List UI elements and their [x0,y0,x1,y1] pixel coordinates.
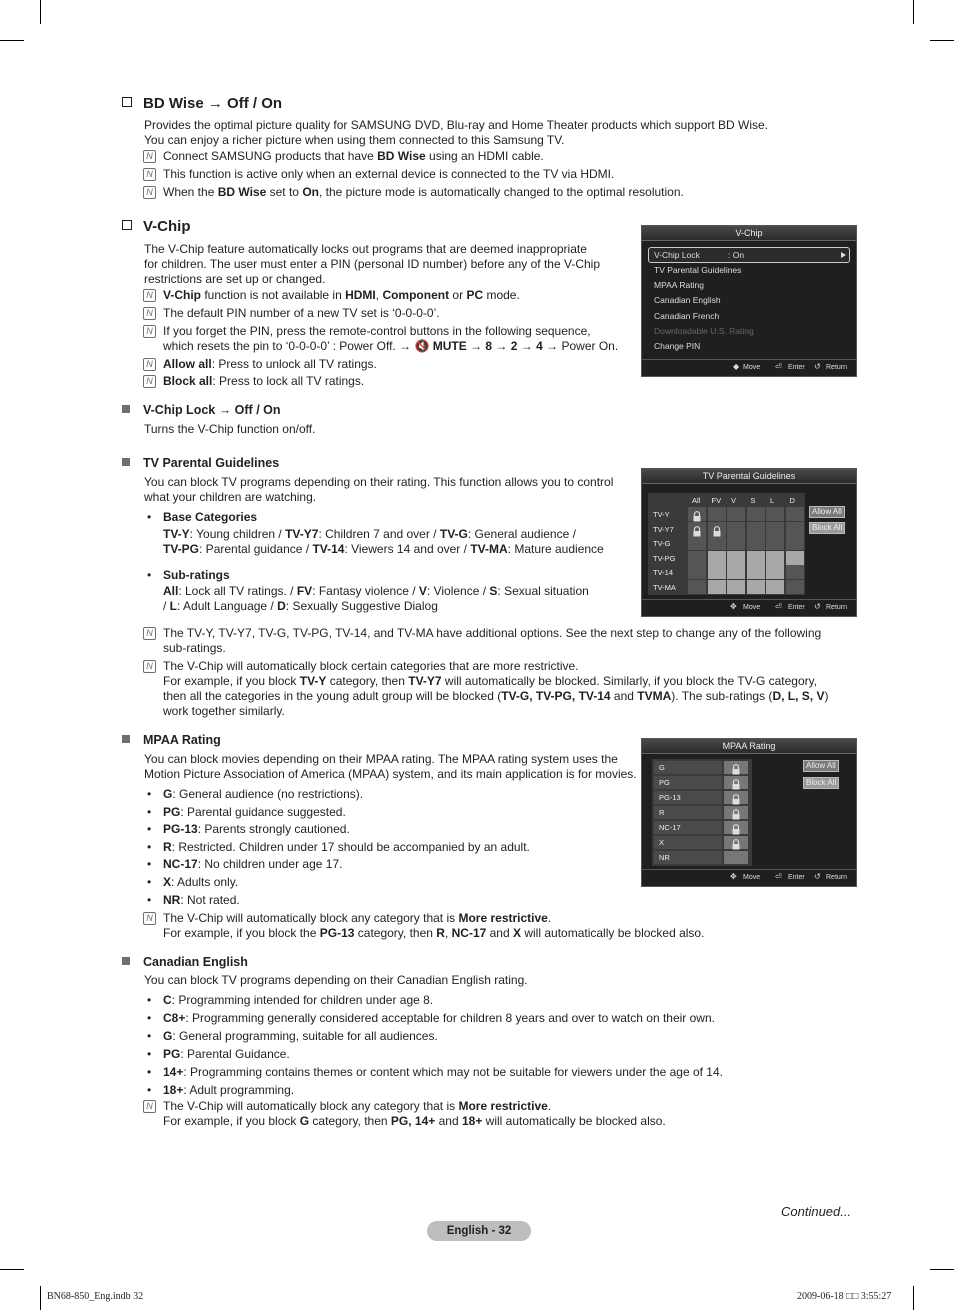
grid-column-header: L [770,496,775,505]
note: N Block all: Press to lock all TV ratings. [143,374,364,389]
list-item: • G: General audience (no restrictions). [147,787,364,801]
note: N V-Chip function is not available in HDMI, Component or PC mode. [143,288,520,303]
grid-column-header: V [731,496,737,505]
osd-footer: ✥ Move ⏎ Enter ↺ Return [642,869,856,886]
list-item: • R: Restricted. Children under 17 should be accompanied by an adult. [147,839,530,854]
grid-row-label: TV-PG [653,553,676,563]
tv-parental-osd-screen [641,468,857,617]
vchip-lock-heading: V-Chip Lock → Off / On [122,403,281,417]
note-icon: N [143,325,156,338]
list-item: • G: General programming, suitable for all audiences. [147,1028,438,1043]
rating-cell[interactable] [786,507,804,521]
vchip-heading: V-Chip [122,218,191,235]
enter-icon: ⏎ [775,872,782,881]
note-icon: N [143,150,156,163]
vchip-osd-screen [641,225,857,377]
print-date: 2009-06-18 □□ 3:55:27 [797,1291,892,1302]
return-icon: ↺ [814,362,821,371]
grid-column-header: S [750,496,756,505]
crop-mark [0,40,24,41]
osd-item-canadian-french[interactable]: Canadian French [654,311,720,321]
note-icon: N [143,186,156,199]
rating-cell[interactable] [708,580,726,594]
rating-cell[interactable] [766,536,784,550]
move-icon: ◆ [733,362,740,371]
note-icon: N [143,912,156,925]
list-item: • C8+: Programming generally considered acceptable for children 8 years and over to watch on their own. [147,1010,715,1025]
bd-wise-heading: BD Wise → Off / On [122,95,282,112]
crop-mark [930,1269,954,1270]
checkbox-icon [122,220,132,230]
note: N The TV-Y, TV-Y7, TV-G, TV-PG, TV-14, and TV-MA have additional options. See the next step to change any of the following sub-ratings. [143,626,821,656]
grid-column-header: FV [711,496,722,505]
page-number-badge: English - 32 [427,1221,531,1241]
rating-cell[interactable] [688,580,706,594]
note-icon: N [143,168,156,181]
mute-icon: 🔇 [414,339,430,353]
note-icon: N [143,627,156,640]
rating-cell[interactable] [727,507,745,521]
tv-parental-heading: TV Parental Guidelines [122,456,279,470]
enter-icon: ⏎ [775,362,782,371]
rating-cell[interactable] [786,551,804,565]
osd-title: MPAA Rating [642,739,856,754]
square-bullet-icon [122,957,130,965]
note-icon: N [143,375,156,388]
note-icon: N [143,307,156,320]
allow-all-button[interactable]: Allow All [809,506,845,518]
square-bullet-icon [122,458,130,466]
note-icon: N [143,1100,156,1113]
rating-cell[interactable] [766,551,784,565]
mpaa-desc: You can block movies depending on their MPAA rating. The MPAA rating system uses the Motion Picture Association of America (MPAA) system, and its main application is for movies. [144,752,637,781]
list-item: • Base Categories TV-Y: Young children / TV-Y7: Children 7 and over / TV-G: General audience / TV-PG: Parental guidance / TV-14: Viewers 14 and over / TV-MA: Mature audience [147,510,604,556]
rating-cell[interactable] [727,536,745,550]
osd-item-mpaa[interactable]: MPAA Rating [654,280,704,290]
checkbox-icon [122,97,132,107]
move-icon: ✥ [730,602,737,611]
note: N Connect SAMSUNG products that have BD Wise using an HDMI cable. [143,149,544,164]
note: N This function is active only when an external device is connected to the TV via HDMI. [143,167,614,182]
list-item: • 14+: Programming contains themes or content which may not be suitable for viewers under the age of 14. [147,1064,723,1079]
rating-cell[interactable] [708,551,726,565]
list-item: • NC-17: No children under age 17. [147,857,343,872]
list-item: • NR: Not rated. [147,892,240,907]
grid-row-label: TV-Y7 [653,524,674,534]
osd-item-tv-parental[interactable]: TV Parental Guidelines [654,265,742,275]
grid-row-label: TV-14 [653,568,674,578]
rating-cell[interactable] [786,536,804,550]
note: N When the BD Wise set to On, the picture mode is automatically changed to the optimal resolution. [143,185,684,200]
rating-cell[interactable] [786,565,804,579]
rating-cell[interactable] [747,536,765,550]
mpaa-heading: MPAA Rating [122,733,221,747]
rating-cell[interactable] [727,565,745,579]
crop-mark [930,40,954,41]
note-icon: N [143,289,156,302]
grid-column-header: D [789,496,795,505]
block-all-button[interactable]: Block All [809,522,845,534]
osd-item-downloadable: Downloadable U.S. Rating [654,326,754,336]
mpaa-row-label: X [659,838,665,847]
note: N The V-Chip will automatically block certain categories that are more restrictive. For example, if you block TV-Y category, then TV-Y7 will automatically be blocked. Similarly, if you block the TV-G category, then all the categories in the young adult group will be blocked (TV-G, TV-PG, TV-14 and TVMA). The sub-ratings (D, L, S, V) work together similarly. [143,659,828,719]
osd-item-canadian-english[interactable]: Canadian English [654,295,721,305]
osd-item-change-pin[interactable]: Change PIN [654,341,701,351]
return-icon: ↺ [814,602,821,611]
osd-footer: ✥ Move ⏎ Enter ↺ Return [642,599,856,616]
move-icon: ✥ [730,872,737,881]
rating-cell[interactable] [747,565,765,579]
rating-cell[interactable] [747,507,765,521]
note: N The V-Chip will automatically block any category that is More restrictive. For example, if you block the PG-13 category, then R, NC-17 and X will automatically be blocked also. [143,911,704,941]
crop-mark [0,1269,24,1270]
file-label: BN68-850_Eng.indb 32 [47,1291,144,1302]
rating-cell[interactable] [786,580,804,594]
osd-title: TV Parental Guidelines [642,469,856,484]
rating-cell[interactable] [766,507,784,521]
note-icon: N [143,660,156,673]
rating-cell[interactable] [747,522,765,536]
mpaa-row-label: PG [659,778,670,787]
rating-cell[interactable] [747,580,765,594]
canadian-english-heading: Canadian English [122,955,248,969]
allow-all-button[interactable]: Allow All [803,760,839,772]
enter-icon: ⏎ [775,602,782,611]
arrow-right-icon [841,252,846,258]
list-item: • PG: Parental guidance suggested. [147,804,346,819]
lock-icon [712,524,722,542]
block-all-button[interactable]: Block All [803,777,839,789]
grid-row-label: TV-MA [653,583,676,592]
note: N The V-Chip will automatically block any category that is More restrictive. For example, if you block G category, then PG, 14+ and 18+ will automatically be blocked also. [143,1099,666,1129]
note: N Allow all: Press to unlock all TV ratings. [143,357,377,372]
note: N The default PIN number of a new TV set is ‘0-0-0-0’. [143,306,440,321]
mpaa-osd-screen [641,738,857,887]
rating-cell[interactable] [688,565,706,579]
osd-footer: ◆ Move ⏎ Enter ↺ Return [642,359,856,376]
list-item: • C: Programming intended for children under age 8. [147,993,434,1007]
square-bullet-icon [122,735,130,743]
return-icon: ↺ [814,872,821,881]
mpaa-row[interactable] [654,836,722,849]
osd-title: V-Chip [642,226,856,241]
mpaa-row-label: G [659,763,665,772]
continued-label: Continued... [781,1204,852,1219]
list-item: • X: Adults only. [147,875,239,889]
grid-column-header: All [692,496,701,505]
list-item: • PG: Parental Guidance. [147,1046,290,1061]
grid-row-label: TV-G [653,539,671,549]
lock-icon [692,524,702,542]
mpaa-row-label: PG-13 [659,793,681,802]
rating-cell[interactable] [727,522,745,536]
osd-item-vchip-lock[interactable]: V-Chip Lock [654,250,700,260]
rating-cell[interactable] [766,522,784,536]
rating-cell[interactable] [786,522,804,536]
list-item: • 18+: Adult programming. [147,1082,295,1097]
square-bullet-icon [122,405,130,413]
crop-mark [913,1286,914,1310]
canadian-desc: You can block TV programs depending on their Canadian English rating. [144,973,528,987]
grid-row-label: TV-Y [653,510,670,519]
bd-wise-desc: Provides the optimal picture quality for SAMSUNG DVD, Blu-ray and Home Theater products which support BD Wise. You can enjoy a richer picture when using them connected to this Samsung TV. [144,118,769,147]
rating-cell[interactable] [766,580,784,594]
osd-item-value: : On [728,250,745,260]
vchip-lock-desc: Turns the V-Chip function on/off. [144,422,316,436]
rating-cell[interactable] [747,551,765,565]
rating-cell[interactable] [727,551,745,565]
vchip-desc: The V-Chip feature automatically locks out programs that are deemed inappropriate for children. The user must enter a PIN (personal ID number) before any of the V-Chip restrictions are set up or changed. [144,242,600,286]
mpaa-row-label: R [659,808,665,817]
rating-cell[interactable] [708,507,726,521]
note: N If you forget the PIN, press the remote-control buttons in the following sequence, which resets the pin to ‘0-0-0-0’ : Power Off. → 🔇 MUTE → 8 → 2 → 4 → Power On. [143,324,618,354]
rating-cell[interactable] [766,565,784,579]
mpaa-row-label: NR [659,853,670,862]
crop-mark [40,1286,41,1310]
note-icon: N [143,358,156,371]
crop-mark [40,0,41,24]
list-item: • PG-13: Parents strongly cautioned. [147,822,350,837]
rating-cell[interactable] [724,851,748,864]
rating-cell[interactable] [708,565,726,579]
tv-parental-desc: You can block TV programs depending on their rating. This function allows you to control what your children are watching. [144,475,614,504]
rating-cell[interactable] [727,580,745,594]
mpaa-row-label: NC-17 [659,823,681,832]
list-item: • Sub-ratings All: Lock all TV ratings. / FV: Fantasy violence / V: Violence / S: Sexual situation / L: Adult Language / D: Sexually Suggestive Dialog [147,568,589,613]
crop-mark [913,0,914,24]
rating-cell[interactable] [688,551,706,565]
